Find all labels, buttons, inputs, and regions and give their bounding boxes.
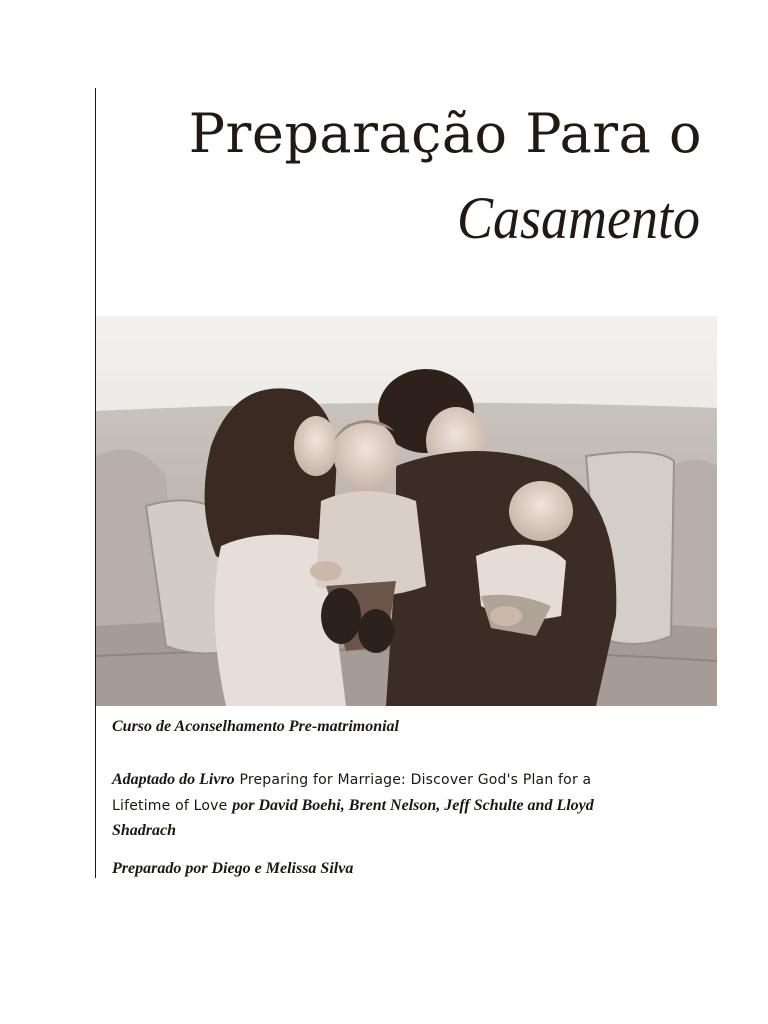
authors-line-1: por David Boehi, Brent Nelson, Jeff Schulte and Lloyd: [232, 797, 594, 814]
adapted-prefix: Adaptado do Livro: [112, 771, 235, 788]
title-line-1: Preparação Para o: [188, 102, 702, 165]
course-subtitle: Curso de Aconselhamento Pre-matrimonial: [112, 718, 399, 735]
adapted-line-2: [112, 792, 594, 819]
cover-photo: [96, 316, 717, 706]
adapted-line-1: [112, 766, 591, 793]
title-line-2: Casamento: [457, 185, 700, 251]
authors-line-2: Shadrach: [112, 822, 177, 839]
prepared-by: Preparado por Diego e Melissa Silva: [112, 860, 354, 877]
book-title-line-1: Preparing for Marriage: Discover God's Plan for a: [239, 772, 592, 788]
book-title-line-2: Lifetime of Love: [112, 798, 228, 814]
